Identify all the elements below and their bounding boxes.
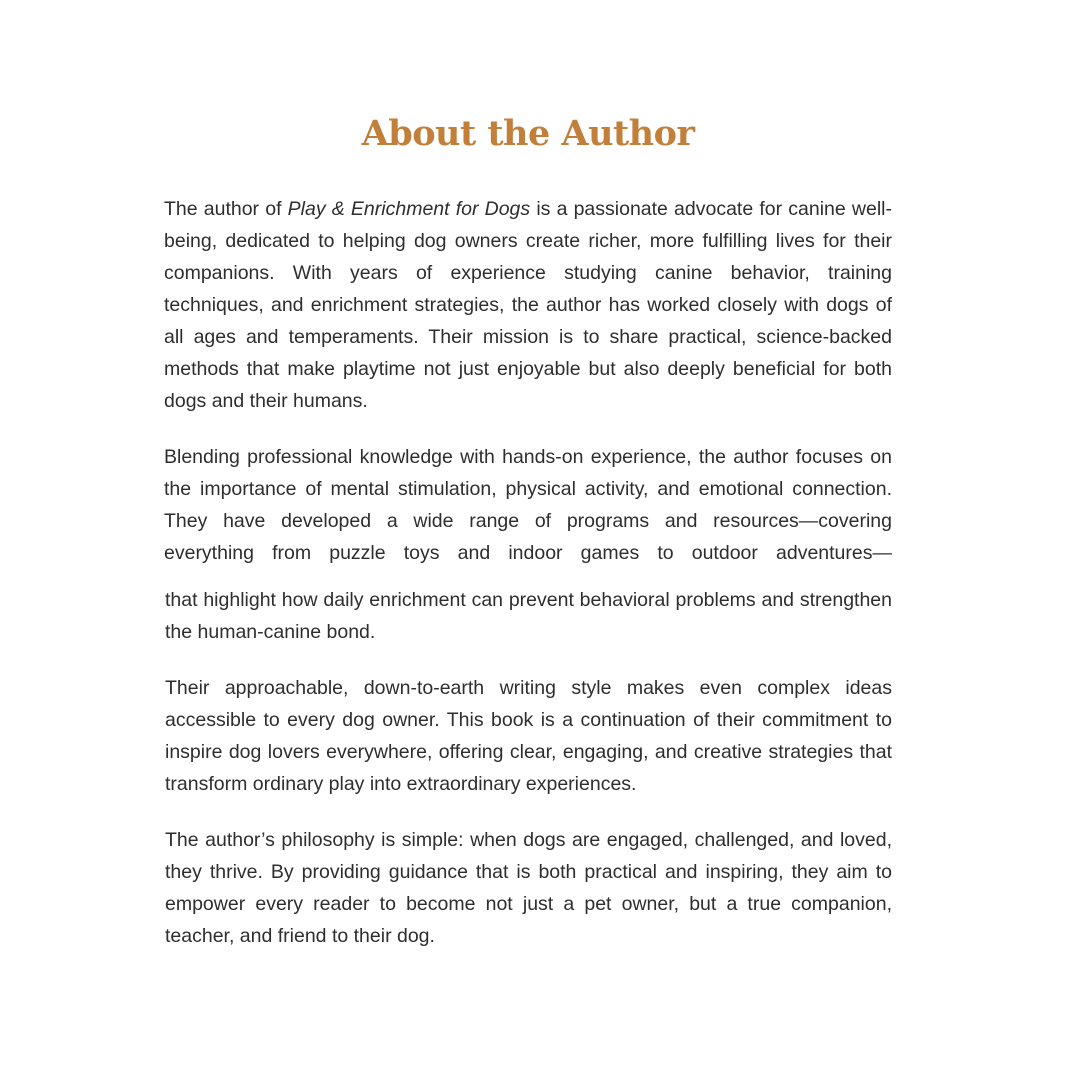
intro-text-after: is a passionate advocate for canine well-being, dedicated to helping dog owners create richer, more fulfilling lives for their companions. With years of experience studying canine behavior, training techniques, and enrichment strategies, the author has worked closely with dogs of all ages and temperaments. Their mission is to share practical, science-backed methods that make playtime not just enjoyable but also deeply beneficial for both dogs and their humans. xyxy=(164,198,892,412)
paragraph-background-part1: Blending professional knowledge with hands-on experience, the author focuses on the importance of mental stimulation, physical activity, and emotional connection. They have developed a wide range of programs and resources—covering everything from puzzle toys and indoor games to outdoor adventures— xyxy=(164,446,892,564)
paragraph-background-part2: that highlight how daily enrichment can prevent behavioral problems and strengthen the human-canine bond. xyxy=(165,589,892,643)
paragraph-philosophy: The author’s philosophy is simple: when dogs are engaged, challenged, and loved, they thrive. By providing guidance that is both practical and inspiring, they aim to empower every reader to become not just a pet owner, but a true companion, teacher, and friend to their dog. xyxy=(165,829,892,947)
intro-text-before: The author of xyxy=(164,198,288,220)
paragraph-writing-style: Their approachable, down-to-earth writing style makes even complex ideas accessible to every dog owner. This book is a continuation of their commitment to inspire dog lovers everywhere, offering clear, engaging, and creative strategies that transform ordinary play into extraordinary experiences. xyxy=(165,677,892,795)
book-title: Play & Enrichment for Dogs xyxy=(287,198,531,220)
paragraph-intro xyxy=(164,193,892,417)
page-title: About the Author xyxy=(361,113,695,154)
